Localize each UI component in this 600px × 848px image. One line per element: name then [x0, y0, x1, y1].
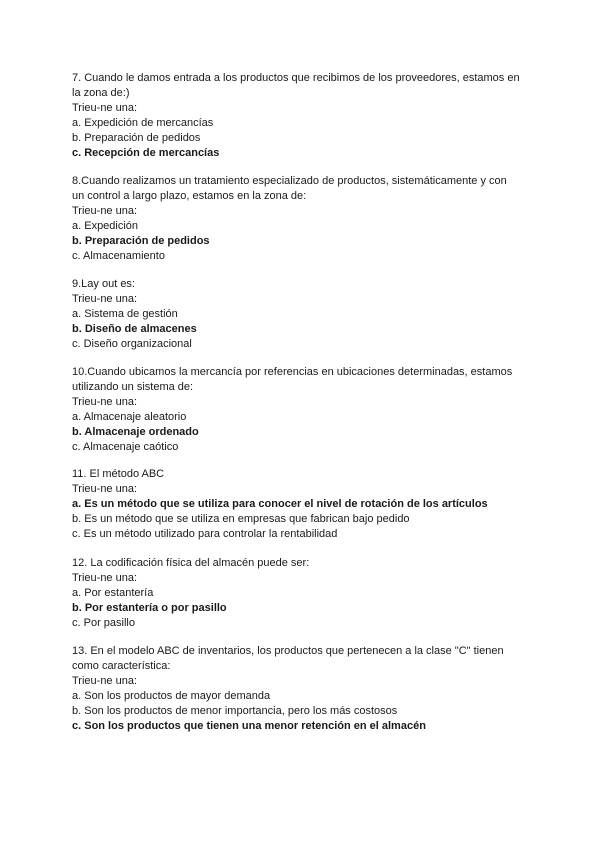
question-stem-line: la zona de:)	[72, 87, 130, 99]
answer-option-correct: a. Es un método que se utiliza para conocer el nivel de rotación de los artículos	[72, 498, 488, 510]
question-stem-line: 12. La codificación física del almacén puede ser:	[72, 557, 310, 569]
answer-option-correct: c. Recepción de mercancías	[72, 147, 220, 159]
answer-option: b. Son los productos de menor importancia, pero los más costosos	[72, 705, 398, 717]
answer-option: a. Expedición de mercancías	[72, 117, 214, 129]
question-stem-line: un control a largo plazo, estamos en la zona de:	[72, 190, 307, 202]
answer-option: c. Almacenamiento	[72, 250, 165, 262]
answer-option-correct: c. Son los productos que tienen una menor retención en el almacén	[72, 720, 426, 732]
question-instruction: Trieu-ne una:	[72, 572, 138, 584]
question-block	[72, 365, 532, 455]
answer-option-correct: b. Almacenaje ordenado	[72, 426, 199, 438]
answer-option: c. Almacenaje caótico	[72, 441, 179, 453]
answer-option-correct: b. Preparación de pedidos	[72, 235, 210, 247]
question-stem-line: 13. En el modelo ABC de inventarios, los productos que pertenecen a la clase "C" tienen	[72, 645, 504, 657]
answer-option: a. Por estantería	[72, 587, 154, 599]
question-block	[72, 556, 532, 631]
question-stem-line: 11. El método ABC	[72, 468, 165, 480]
question-instruction: Trieu-ne una:	[72, 293, 138, 305]
question-stem-line: 10.Cuando ubicamos la mercancía por referencias en ubicaciones determinadas, estamos	[72, 366, 513, 378]
question-instruction: Trieu-ne una:	[72, 102, 138, 114]
question-block	[72, 174, 532, 264]
question-block	[72, 71, 532, 161]
question-stem-line: 8.Cuando realizamos un tratamiento especializado de productos, sistemáticamente y con	[72, 175, 507, 187]
question-instruction: Trieu-ne una:	[72, 396, 138, 408]
answer-option: a. Son los productos de mayor demanda	[72, 690, 271, 702]
question-instruction: Trieu-ne una:	[72, 205, 138, 217]
question-block	[72, 277, 532, 352]
question-block	[72, 644, 532, 734]
question-stem-line: como característica:	[72, 660, 171, 672]
answer-option: b. Preparación de pedidos	[72, 132, 201, 144]
answer-option-correct: b. Diseño de almacenes	[72, 323, 197, 335]
question-stem-line: 9.Lay out es:	[72, 278, 135, 290]
answer-option: a. Expedición	[72, 220, 139, 232]
question-instruction: Trieu-ne una:	[72, 483, 138, 495]
question-stem-line: utilizando un sistema de:	[72, 381, 194, 393]
answer-option: a. Almacenaje aleatorio	[72, 411, 187, 423]
answer-option: a. Sistema de gestión	[72, 308, 178, 320]
question-instruction: Trieu-ne una:	[72, 675, 138, 687]
answer-option: c. Por pasillo	[72, 617, 135, 629]
answer-option-correct: b. Por estantería o por pasillo	[72, 602, 227, 614]
question-block	[72, 467, 532, 542]
answer-option: c. Diseño organizacional	[72, 338, 192, 350]
answer-option: c. Es un método utilizado para controlar la rentabilidad	[72, 528, 338, 540]
answer-option: b. Es un método que se utiliza en empresas que fabrican bajo pedido	[72, 513, 410, 525]
question-stem-line: 7. Cuando le damos entrada a los productos que recibimos de los proveedores, estamos en	[72, 72, 520, 84]
